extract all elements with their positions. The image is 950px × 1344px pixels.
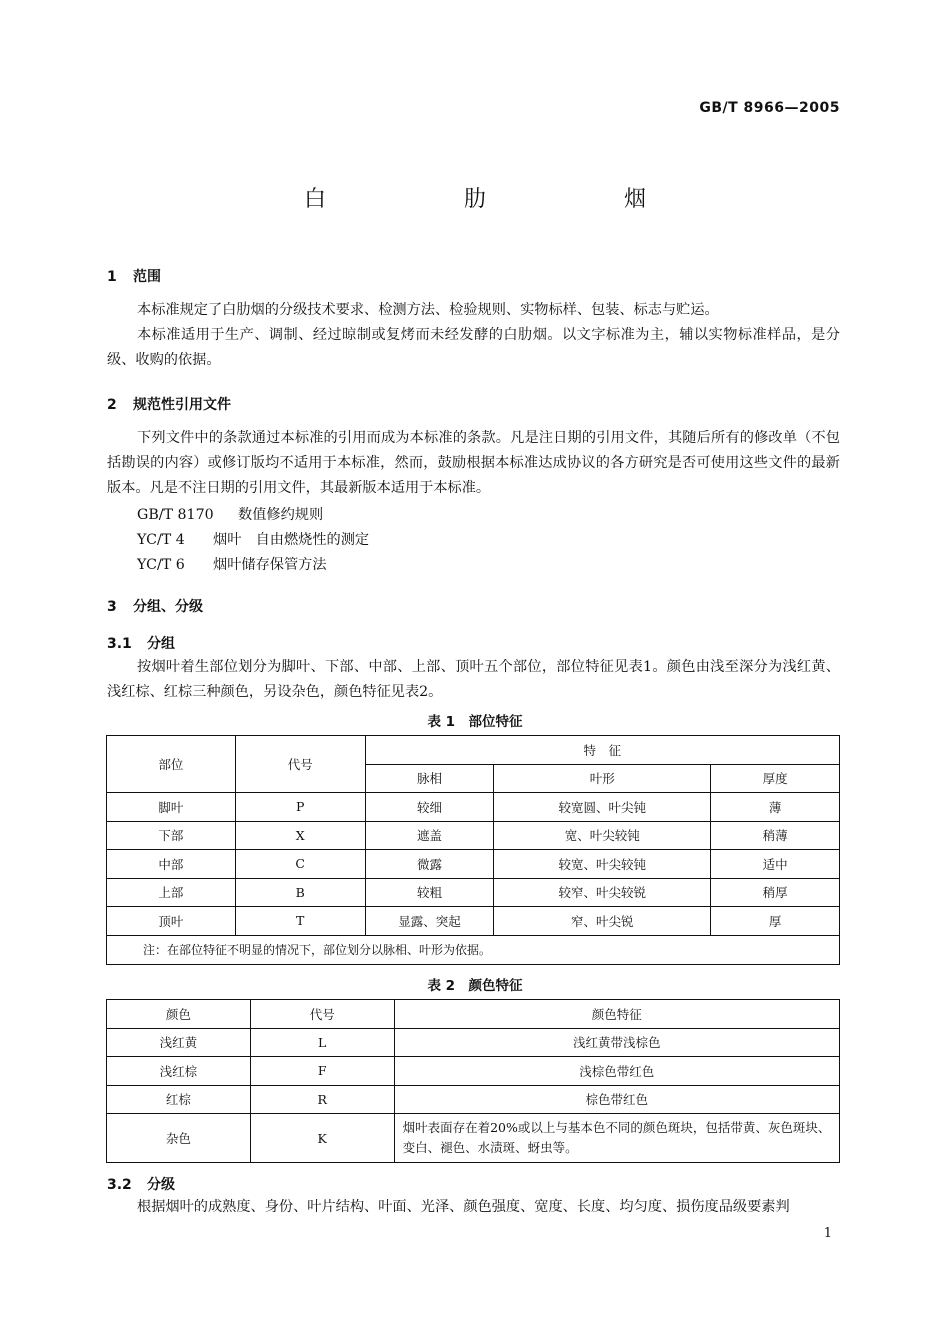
table-cell: 下部: [107, 821, 236, 850]
table-header-row: [107, 1000, 840, 1029]
reference-code: YC/T 4: [137, 532, 185, 548]
reference-title: 烟叶储存保管方法: [213, 557, 327, 573]
table-cell: 棕色带红色: [394, 1085, 839, 1114]
table-cell: 较细: [365, 793, 494, 822]
page-number: 1: [823, 1226, 832, 1241]
table-header-row: [107, 736, 840, 765]
table-cell: 较宽、叶尖较钝: [494, 850, 711, 879]
section-title: 范围: [133, 269, 161, 285]
section-2-heading: [107, 394, 231, 414]
reference-item: [137, 528, 369, 553]
section-3-2-body: [107, 1195, 840, 1220]
table-1-position-features: [106, 735, 840, 965]
table-cell: 微露: [365, 850, 494, 879]
table-cell: 较窄、叶尖较锐: [494, 878, 711, 907]
section-title: 分级: [147, 1177, 175, 1193]
section-3-1-heading: [107, 633, 175, 653]
table-1-caption: 表 1 部位特征: [427, 714, 523, 730]
table-cell: B: [235, 878, 365, 907]
table-cell: 浅红黄带浅棕色: [394, 1028, 839, 1057]
table-cell: 适中: [711, 850, 840, 879]
paragraph: 本标准适用于生产、调制、经过晾制或复烤而未经发酵的白肋烟。以文字标准为主，辅以实物标准样品，是分级、收购的依据。: [107, 327, 840, 368]
paragraph: 下列文件中的条款通过本标准的引用而成为本标准的条款。凡是注日期的引用文件，其随后所有的修改单（不包括勘误的内容）或修订版均不适用于本标准，然而，鼓励根据本标准达成协议的各方研究是否可使用这些文件的最新版本。凡是不注日期的引用文件，其最新版本适用于本标准。: [107, 430, 840, 496]
section-1-heading: [107, 266, 161, 286]
document-title: 白 肋 烟: [303, 187, 704, 212]
paragraph: 按烟叶着生部位划分为脚叶、下部、中部、上部、顶叶五个部位，部位特征见表1。颜色由浅至深分为浅红黄、浅红棕、红棕三种颜色，另设杂色，颜色特征见表2。: [107, 659, 840, 700]
header-cell: 特 征: [365, 736, 839, 765]
paragraph: 根据烟叶的成熟度、身份、叶片结构、叶面、光泽、颜色强度、宽度、长度、均匀度、损伤度品级要素判: [137, 1199, 790, 1215]
table-cell: 红棕: [107, 1085, 251, 1114]
section-number: 3.2: [107, 1177, 132, 1193]
table-cell: 显露、突起: [365, 907, 494, 936]
table-row: [107, 1114, 840, 1163]
header-cell: 叶形: [494, 764, 711, 793]
header-cell: 颜色特征: [394, 1000, 839, 1029]
section-number: 2: [107, 397, 117, 413]
table-cell: 较粗: [365, 878, 494, 907]
table-note: 注：在部位特征不明显的情况下，部位划分以脉相、叶形为依据。: [107, 935, 840, 964]
table-cell: 厚: [711, 907, 840, 936]
table-cell: 浅棕色带红色: [394, 1057, 839, 1086]
table-cell: 脚叶: [107, 793, 236, 822]
table-cell: 浅红棕: [107, 1057, 251, 1086]
section-title: 分组、分级: [133, 599, 203, 615]
reference-title: 烟叶 自由燃烧性的测定: [213, 532, 370, 548]
table-cell: 烟叶表面存在着20%或以上与基本色不同的颜色斑块，包括带黄、灰色斑块、变白、褪色、水渍斑、蚜虫等。: [394, 1114, 839, 1163]
section-number: 3: [107, 599, 117, 615]
table-cell: 较宽圆、叶尖钝: [494, 793, 711, 822]
header-cell: 脉相: [365, 764, 494, 793]
table-cell: 薄: [711, 793, 840, 822]
table-cell: R: [250, 1085, 394, 1114]
reference-title: 数值修约规则: [238, 507, 324, 523]
standard-code: GB/T 8966—2005: [699, 100, 840, 116]
table-row: [107, 878, 840, 907]
section-3-1-body: [107, 655, 840, 705]
table-cell: F: [250, 1057, 394, 1086]
section-1-body: [107, 298, 840, 373]
table-cell: L: [250, 1028, 394, 1057]
header-cell: 颜色: [107, 1000, 251, 1029]
table-cell: 稍厚: [711, 878, 840, 907]
header-cell: 代号: [235, 736, 365, 793]
header-cell: 厚度: [711, 764, 840, 793]
reference-item: [137, 503, 323, 528]
table-cell: T: [235, 907, 365, 936]
table-cell: 窄、叶尖锐: [494, 907, 711, 936]
table-cell: X: [235, 821, 365, 850]
section-3-2-heading: [107, 1174, 175, 1194]
section-title: 分组: [147, 636, 175, 652]
table-cell: 稍薄: [711, 821, 840, 850]
table-cell: 顶叶: [107, 907, 236, 936]
reference-code: GB/T 8170: [137, 507, 214, 523]
table-2-color-features: [106, 999, 840, 1163]
table-row: [107, 1085, 840, 1114]
table-row: [107, 907, 840, 936]
table-cell: 宽、叶尖较钝: [494, 821, 711, 850]
table-row: [107, 793, 840, 822]
table-cell: 上部: [107, 878, 236, 907]
table-2-caption: 表 2 颜色特征: [427, 978, 523, 994]
table-cell: C: [235, 850, 365, 879]
table-cell: 遮盖: [365, 821, 494, 850]
section-title: 规范性引用文件: [133, 397, 231, 413]
section-2-body: [107, 426, 840, 501]
table-row: [107, 850, 840, 879]
paragraph: 本标准规定了白肋烟的分级技术要求、检测方法、检验规则、实物标样、包装、标志与贮运。: [137, 302, 719, 318]
section-number: 1: [107, 269, 117, 285]
table-cell: 杂色: [107, 1114, 251, 1163]
header-cell: 代号: [250, 1000, 394, 1029]
section-number: 3.1: [107, 636, 132, 652]
table-cell: 中部: [107, 850, 236, 879]
table-cell: K: [250, 1114, 394, 1163]
reference-code: YC/T 6: [137, 557, 185, 573]
table-note-row: [107, 935, 840, 964]
reference-item: [137, 553, 327, 578]
table-cell: 浅红黄: [107, 1028, 251, 1057]
table-cell: P: [235, 793, 365, 822]
section-3-heading: [107, 596, 203, 616]
header-cell: 部位: [107, 736, 236, 793]
table-row: [107, 1057, 840, 1086]
table-row: [107, 821, 840, 850]
table-row: [107, 1028, 840, 1057]
